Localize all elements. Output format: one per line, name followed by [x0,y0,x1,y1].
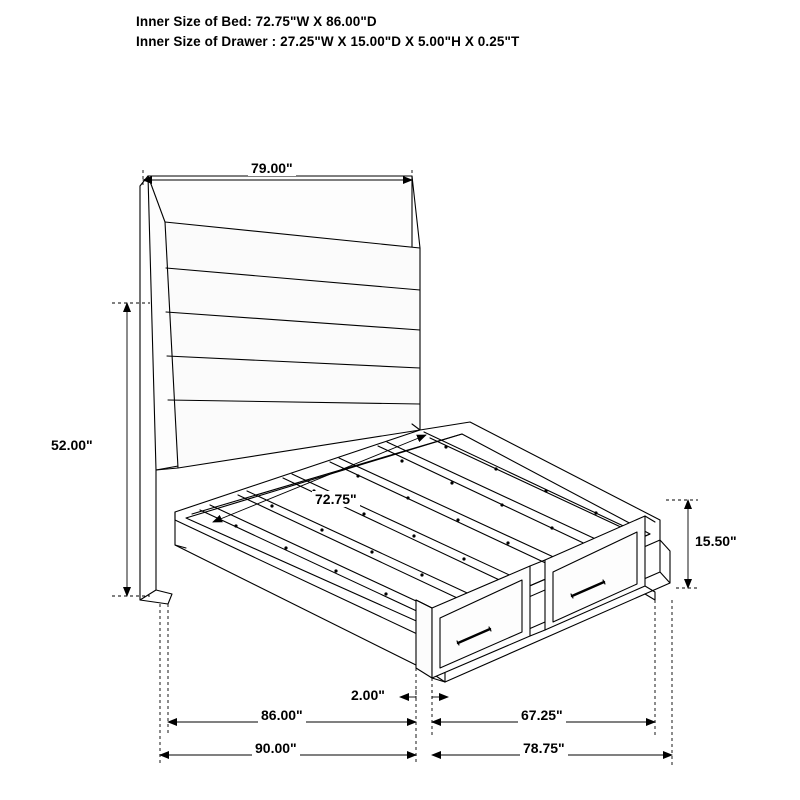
dim-bed-length-outer: 90.00" [252,740,300,756]
dim-bed-width-inner: 67.25" [518,707,566,723]
dim-headboard-width: 79.00" [248,160,296,176]
note-inner-size-bed: Inner Size of Bed: 72.75"W X 86.00"D [136,14,377,29]
dim-bed-width-outer: 78.75" [520,740,568,756]
dim-mattress-width: 72.75" [312,491,360,507]
note-inner-size-drawer: Inner Size of Drawer : 27.25"W X 15.00"D X 5.00"H X 0.25"T [136,34,520,49]
dim-deck-height: 15.50" [692,533,740,549]
dim-headboard-height: 52.00" [48,437,96,453]
dim-footboard-depth: 2.00" [348,687,388,703]
dim-bed-length-inner: 86.00" [258,707,306,723]
